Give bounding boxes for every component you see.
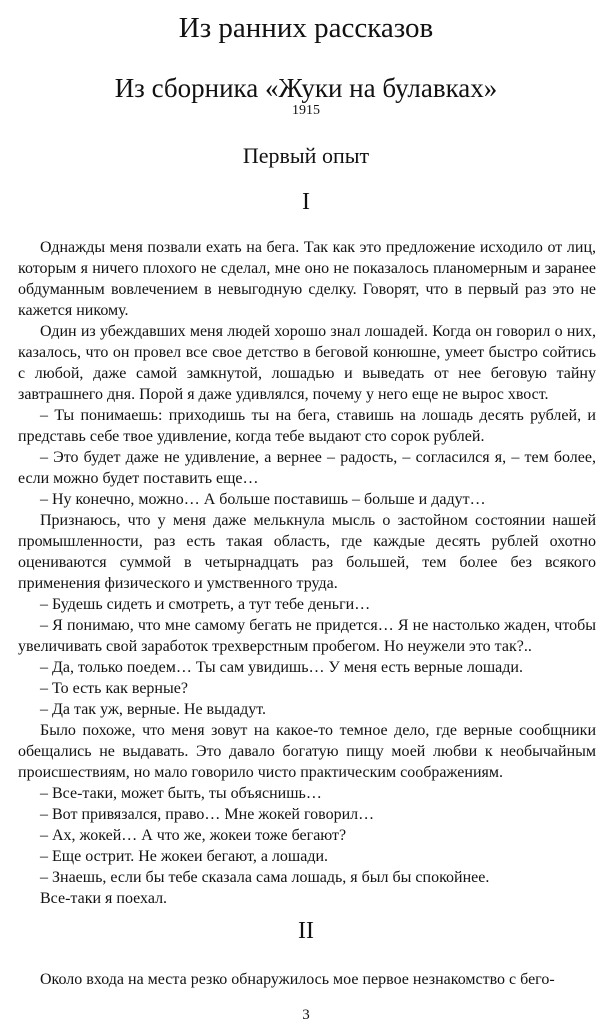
paragraph: Было похоже, что меня зовут на какое-то темное дело, где верные сообщники обещались не выдавать. Это давало богатую пищу моей любви к необычайным происшествиям, но мало говорило чисто практическим соображениям. — [18, 722, 596, 781]
paragraph: Все-таки я поехал. — [40, 890, 168, 907]
page-number: 3 — [302, 1007, 310, 1023]
paragraph: – Да так уж, верные. Не выдадут. — [40, 701, 267, 718]
collection-title: Из сборника «Жуки на булавках» — [114, 73, 498, 103]
paragraph: – Знаешь, если бы тебе сказала сама лошадь, я был бы спокойнее. — [40, 869, 490, 886]
section-numeral-1: I — [302, 189, 310, 215]
section-numeral-2: II — [298, 918, 314, 944]
paragraph: Около входа на места резко обнаружилось мое первое незнакомство с бего- — [40, 971, 555, 988]
section-1-body — [18, 237, 596, 909]
paragraph: – Еще острит. Не жокеи бегают, а лошади. — [40, 848, 329, 865]
story-title: Первый опыт — [242, 143, 370, 168]
paragraph: – Это будет даже не удивление, а вернее – радость, – согласился я, – тем более, если можно будет поставить еще… — [18, 449, 596, 487]
page-title: Из ранних рассказов — [178, 12, 434, 44]
section-2-body — [18, 969, 596, 990]
paragraph: – Будешь сидеть и смотреть, а тут тебе деньги… — [40, 596, 371, 613]
paragraph: – Ну конечно, можно… А больше поставишь – больше и дадут… — [40, 491, 486, 508]
collection-year: 1915 — [292, 103, 320, 118]
paragraph: – Да, только поедем… Ты сам увидишь… У меня есть верные лошади. — [40, 659, 523, 676]
paragraph: Один из убеждавших меня людей хорошо знал лошадей. Когда он говорил о них, казалось, что он провел все свое детство в беговой конюшне, умеет быстро сойтись с любой, даже самой замкнутой, лошадью и выведать от нее беговую тайну завтрашнего дня. Порой я даже удивлялся, почему у него еще не вырос хвост. — [18, 323, 596, 403]
paragraph: – Вот привязался, право… Мне жокей говорил… — [40, 806, 375, 823]
paragraph: Однажды меня позвали ехать на бега. Так как это предложение исходило от лиц, которым я ничего плохого не сделал, мне оно не показалось планомерным и заранее обдуманным вовлечением в невыгодную сделку. Говорят, что в первый раз это не кажется никому. — [18, 239, 596, 319]
paragraph: Признаюсь, что у меня даже мелькнула мысль о застойном состоянии нашей промышленности, раз есть такая область, где каждые десять рублей охотно оцениваются суммой в четырнадцать раз большей, тем более без всякого применения физического и умственного труда. — [18, 512, 596, 592]
paragraph: – То есть как верные? — [40, 680, 188, 697]
paragraph: – Ты понимаешь: приходишь ты на бега, ставишь на лошадь десять рублей, и представь себе твое удивление, когда тебе выдают сто сорок рублей. — [18, 407, 596, 445]
paragraph: – Ах, жокей… А что же, жокеи тоже бегают? — [40, 827, 347, 844]
paragraph: – Я понимаю, что мне самому бегать не придется… Я не настолько жаден, чтобы увеличивать свой заработок трехверстным пробегом. Но неужели это так?.. — [18, 617, 596, 655]
paragraph: – Все-таки, может быть, ты объяснишь… — [40, 785, 322, 802]
